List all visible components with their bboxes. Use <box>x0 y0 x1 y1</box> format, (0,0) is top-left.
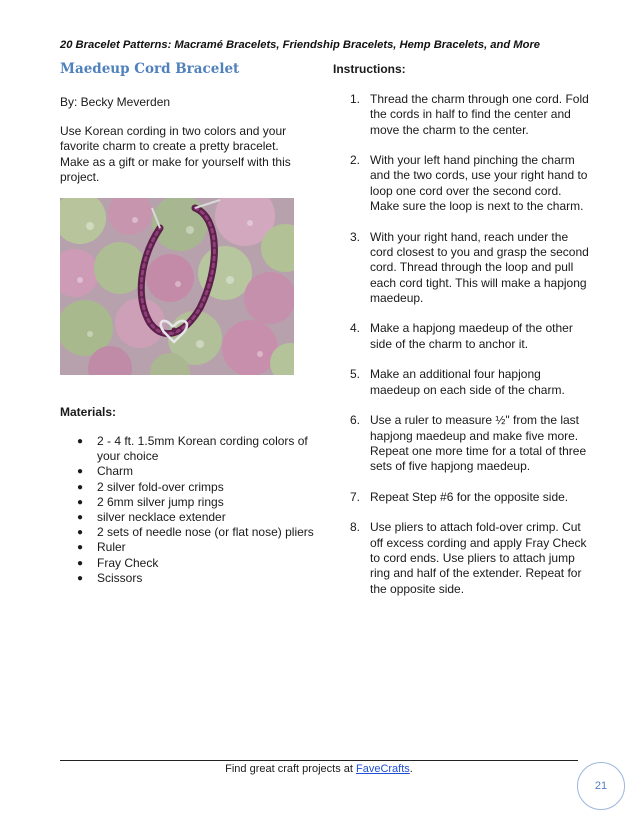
list-item <box>60 525 320 540</box>
list-item <box>60 556 320 571</box>
material-text: Ruler <box>97 540 126 555</box>
bullet-icon: ● <box>77 572 84 584</box>
step-number: 5. <box>350 367 361 382</box>
favecrafts-link[interactable]: FaveCrafts <box>355 763 410 775</box>
bullet-icon: ● <box>77 466 84 478</box>
step-text: With your left hand pinching the charm and the two cords, use your right hand to loop one cord over the second cord. Make sure the loop is next to the charm. <box>370 153 588 214</box>
step-number: 6. <box>350 413 361 428</box>
step-number: 4. <box>350 321 361 336</box>
bracelet-photo-illustration <box>60 198 294 375</box>
step-text: Thread the charm through one cord. Fold the cords in half to find the center and move the charm to the center. <box>370 92 589 137</box>
step-text: Repeat Step #6 for the opposite side. <box>370 489 569 504</box>
step-text: With your right hand, reach under the cord closest to you and grasp the second cord. Thread through the loop and pull each cord tight. This will make a hapjong maedeup. <box>370 229 589 305</box>
material-text: Fray Check <box>97 555 159 570</box>
materials-list <box>60 434 320 586</box>
list-item <box>333 321 593 352</box>
author-byline: By: Becky Meverden <box>60 95 171 109</box>
list-item <box>60 480 320 495</box>
step-number: 2. <box>350 153 361 168</box>
document-header: 20 Bracelet Patterns: Macramé Bracelets, Friendship Bracelets, Hemp Bracelets, and More <box>60 39 541 51</box>
bullet-icon: ● <box>77 496 84 508</box>
list-item <box>333 490 593 505</box>
list-item <box>333 413 593 474</box>
list-item <box>60 434 320 464</box>
step-text: Make an additional four hapjong maedeup on each side of the charm. <box>370 367 565 397</box>
list-item <box>333 92 593 138</box>
list-item <box>60 571 320 586</box>
footer-divider <box>60 760 578 761</box>
bullet-icon: ● <box>77 527 84 539</box>
instructions-heading: Instructions: <box>333 62 406 76</box>
step-text: Use pliers to attach fold-over crimp. Cut off excess cording and apply Fray Check to cord ends. Use pliers to attach jump ring and half of the extender. Repeat for the opposite side. <box>370 520 587 596</box>
list-item <box>60 510 320 525</box>
material-text: 2 6mm silver jump rings <box>97 494 224 509</box>
step-number: 1. <box>350 92 361 106</box>
footer-text: Find great craft projects at <box>225 763 356 775</box>
list-item <box>333 367 593 398</box>
page-number: 21 <box>594 780 608 792</box>
material-text: 2 sets of needle nose (or flat nose) pliers <box>97 525 314 540</box>
bullet-icon: ● <box>77 436 84 447</box>
instructions-list <box>333 92 593 612</box>
list-item <box>333 230 593 306</box>
materials-heading: Materials: <box>60 405 117 419</box>
material-text: silver necklace extender <box>97 510 226 525</box>
bullet-icon: ● <box>77 481 84 493</box>
step-text: Make a hapjong maedeup of the other side of the charm to anchor it. <box>370 321 573 351</box>
project-title: Maedeup Cord Bracelet <box>60 61 240 77</box>
intro-paragraph: Use Korean cording in two colors and your favorite charm to create a pretty bracelet. Make as a gift or make for yourself with this project. <box>60 124 291 184</box>
material-text: Charm <box>97 464 134 479</box>
material-text: 2 - 4 ft. 1.5mm Korean cording colors of your choice <box>97 434 308 464</box>
bullet-icon: ● <box>77 557 84 569</box>
step-text: Use a ruler to measure ½" from the last hapjong maedeup and make five more. Repeat one more time for a total of three sets of five hapjong maedeup. <box>370 413 587 474</box>
material-text: Scissors <box>97 570 143 585</box>
bullet-icon: ● <box>77 542 84 554</box>
list-item <box>60 464 320 479</box>
list-item <box>333 520 593 596</box>
material-text: 2 silver fold-over crimps <box>97 479 224 494</box>
step-number: 3. <box>350 229 361 244</box>
footer <box>0 763 638 775</box>
bracelet-photo <box>60 198 294 375</box>
list-item <box>60 495 320 510</box>
list-item <box>333 153 593 214</box>
step-number: 8. <box>350 520 361 535</box>
footer-suffix: . <box>409 763 413 775</box>
step-number: 7. <box>350 489 361 504</box>
list-item <box>60 540 320 555</box>
page-number-badge <box>577 762 625 810</box>
bullet-icon: ● <box>77 512 84 524</box>
